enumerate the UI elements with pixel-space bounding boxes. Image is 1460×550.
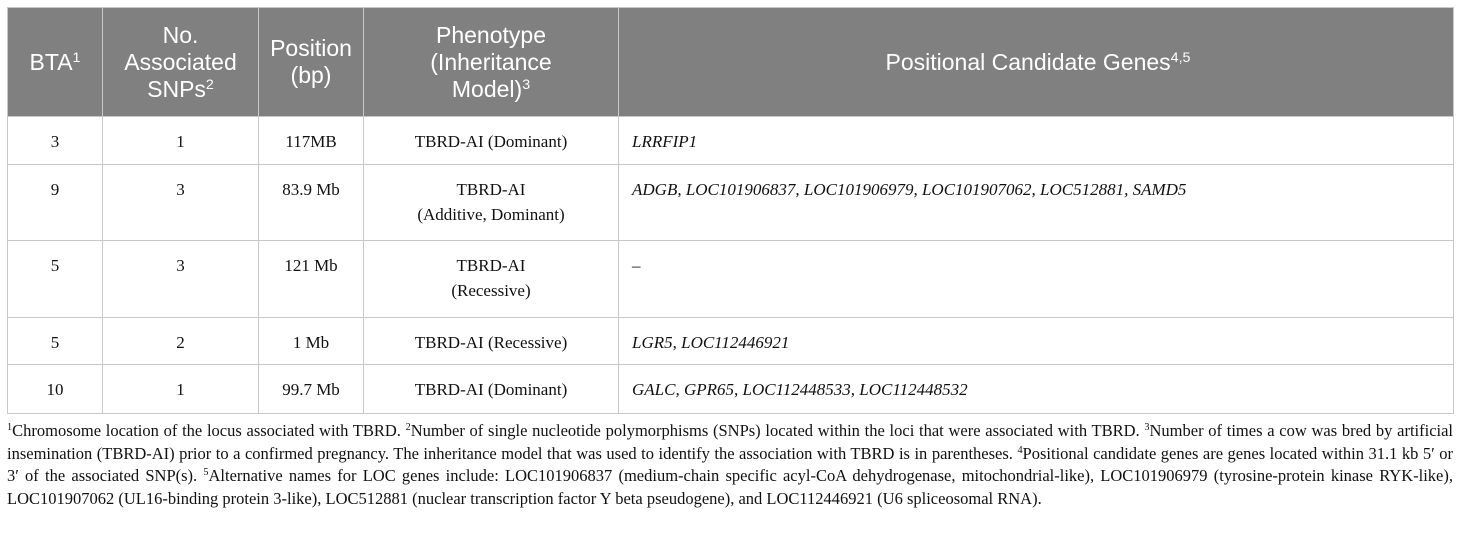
- header-position: Position (bp): [259, 8, 364, 117]
- footnote-text: Chromosome location of the locus associated with TBRD.: [12, 421, 406, 440]
- footnote-text: Alternative names for LOC genes include: LOC101906837 (medium-chain specific acyl-CoA dehydrogenase, mitochondrial-like), LOC101906979 (tyrosine-protein kinase RYK-like), LOC101907062 (UL16-binding protein 3-like), LOC512881 (nuclear transcription factor Y beta pseudogene), and LOC112446921 (U6 spliceosomal RNA).: [7, 466, 1453, 508]
- cell-phenotype: TBRD-AI (Recessive): [364, 318, 619, 365]
- cell-position: 1 Mb: [259, 318, 364, 365]
- header-candidate-genes: Positional Candidate Genes$^{4,5}$: [619, 8, 1454, 117]
- footnote-mark: 1: [7, 422, 13, 434]
- cell-bta: 5: [8, 241, 103, 318]
- table-row: [8, 165, 1454, 241]
- cell-genes: GALC, GPR65, LOC112448533, LOC112448532: [619, 365, 1454, 414]
- footnote-mark: 5: [203, 467, 209, 479]
- table-row: [8, 117, 1454, 165]
- cell-phenotype: TBRD-AI (Additive, Dominant): [364, 165, 619, 241]
- cell-genes: ADGB, LOC101906837, LOC101906979, LOC101907062, LOC512881, SAMD5: [619, 165, 1454, 241]
- cell-phenotype: TBRD-AI (Dominant): [364, 117, 619, 165]
- cell-bta: 9: [8, 165, 103, 241]
- cell-bta: 5: [8, 318, 103, 365]
- table-row: [8, 241, 1454, 318]
- footnote-text: Positional candidate genes are genes located within 31.1 kb 5′ or 3′ of the associated SNP(s).: [7, 443, 1453, 485]
- footnote-mark: 4: [1017, 444, 1023, 456]
- cell-genes: LRRFIP1: [619, 117, 1454, 165]
- table-footnotes: [7, 420, 1453, 510]
- table-row: [8, 318, 1454, 365]
- footnote-mark: 2: [405, 422, 411, 434]
- cell-bta: 10: [8, 365, 103, 414]
- cell-snps: 1: [103, 117, 259, 165]
- cell-snps: 1: [103, 365, 259, 414]
- cell-position: 99.7 Mb: [259, 365, 364, 414]
- cell-bta: 3: [8, 117, 103, 165]
- cell-phenotype: TBRD-AI (Dominant): [364, 365, 619, 414]
- footnote-mark: 3: [1144, 422, 1150, 434]
- footnote-text: Number of times a cow was bred by artificial insemination (TBRD-AI) prior to a confirmed pregnancy. The inheritance model that was used to identify the association with TBRD is in parentheses.: [7, 421, 1454, 463]
- header-associated-snps: No. Associated SNPs$^2$: [103, 8, 259, 117]
- cell-snps: 3: [103, 241, 259, 318]
- cell-position: 83.9 Mb: [259, 165, 364, 241]
- table-header-row: [8, 8, 1454, 117]
- cell-genes: LGR5, LOC112446921: [619, 318, 1454, 365]
- cell-position: 121 Mb: [259, 241, 364, 318]
- cell-position: 117MB: [259, 117, 364, 165]
- footnote-text: Number of single nucleotide polymorphisms (SNPs) located within the loci that were associated with TBRD.: [410, 421, 1145, 440]
- cell-genes: –: [619, 241, 1454, 318]
- cell-snps: 3: [103, 165, 259, 241]
- snp-association-table: [7, 7, 1454, 414]
- cell-snps: 2: [103, 318, 259, 365]
- header-bta: BTA$^1$: [8, 8, 103, 117]
- cell-phenotype: TBRD-AI (Recessive): [364, 241, 619, 318]
- table-row: [8, 365, 1454, 414]
- header-phenotype: Phenotype (Inheritance Model)$^3$: [364, 8, 619, 117]
